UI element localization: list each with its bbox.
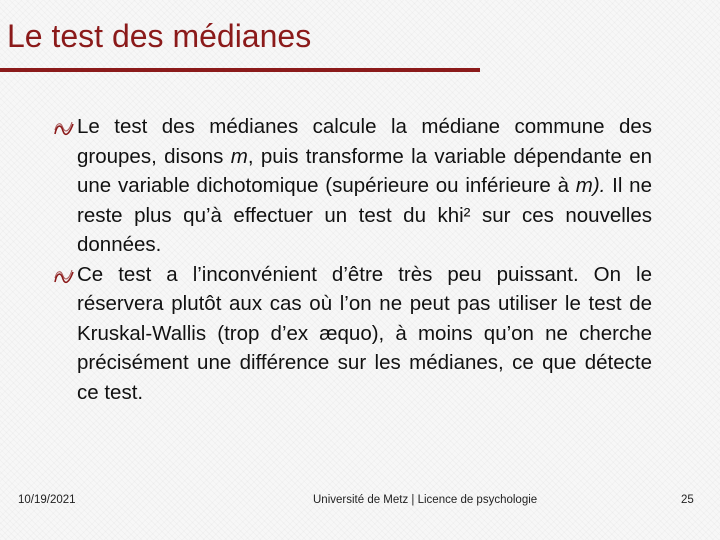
page-number: 25: [681, 494, 694, 506]
footer-institution: Université de Metz | Licence de psychologie: [313, 494, 538, 506]
bullet-item: [52, 260, 652, 408]
slide-title: Le test des médianes: [7, 18, 312, 54]
bullet-text-1b: m: [230, 144, 248, 168]
title-underline: [0, 68, 480, 72]
bullet-text-1d: m).: [575, 174, 606, 197]
bullet-text-1c: , puis transforme la variable dépendante en une variable dichotomique (supérieure ou inférieure à: [77, 144, 652, 197]
bullet-text-1a: Le test des médianes calcule la médiane commune des groupes, disons: [77, 115, 652, 168]
footer-date: 10/19/2021: [18, 494, 76, 506]
wave-bullet-icon: [54, 265, 74, 283]
bullet-list: [52, 112, 652, 407]
bullet-text-2: Ce test a l’inconvénient d’être très peu puissant. On le réservera plutôt aux cas où l’on ne peut pas utiliser le test de Kruskal-Wallis (trop d’ex æquo), à moins qu’on ne cherche précisément une différence sur les médianes, ce que détecte ce test.: [77, 262, 652, 404]
bullet-item: [52, 112, 652, 260]
bullet-text-1e: Il ne reste plus qu’à effectuer un test du khi² sur ces nouvelles données.: [77, 174, 652, 256]
wave-bullet-icon: [54, 117, 74, 135]
